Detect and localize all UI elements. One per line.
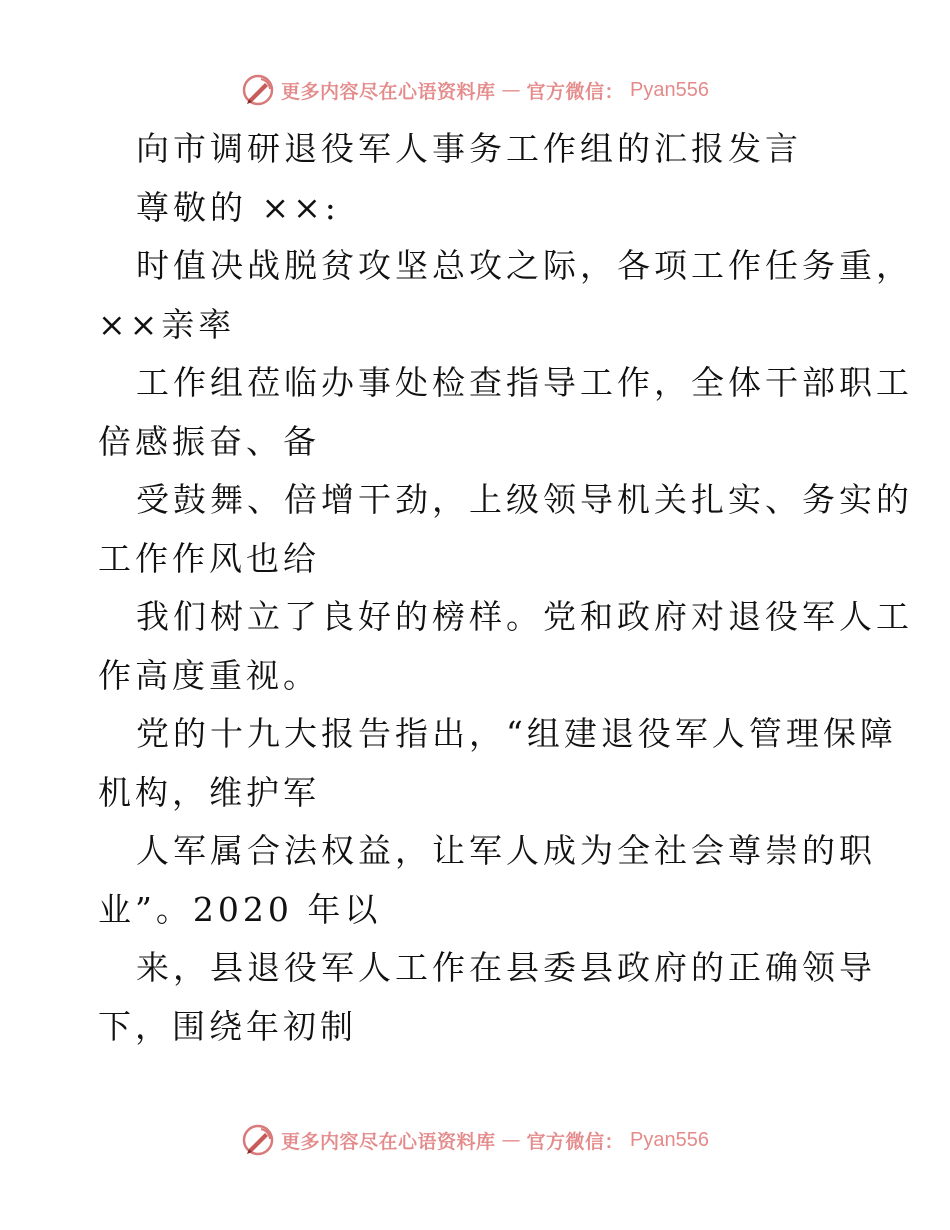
- salutation: 尊敬的 ××:: [136, 187, 340, 227]
- watermark-wechat-id: Pyan556: [630, 1128, 709, 1151]
- paragraph-line: 受鼓舞、倍增干劲，上级领导机关扎实、务实的: [136, 480, 913, 519]
- paragraph-line: 业”。2020 年以: [98, 889, 382, 929]
- document-title: 向市调研退役军人事务工作组的汇报发言: [136, 129, 802, 168]
- watermark-label: 官方微信：: [526, 80, 625, 103]
- paragraph-line: 机构，维护军: [98, 772, 320, 812]
- watermark-separator: —: [501, 79, 521, 101]
- watermark-label: 官方微信：: [526, 1130, 625, 1153]
- paragraph-line: 人军属合法权益，让军人成为全社会尊崇的职: [136, 831, 876, 870]
- paragraph-line: 作高度重视。: [98, 655, 320, 695]
- watermark-wechat-id: Pyan556: [630, 78, 709, 101]
- watermark-footer: [0, 1120, 950, 1160]
- paragraph-line: 倍感振奋、备: [98, 421, 320, 461]
- pen-logo-icon: [241, 73, 275, 107]
- paragraph-line: 工作作风也给: [98, 538, 320, 578]
- watermark-text: 更多内容尽在心语资料库: [281, 80, 496, 103]
- pen-logo-icon: [241, 1123, 275, 1157]
- watermark-separator: —: [501, 1129, 521, 1151]
- paragraph-line: 我们树立了良好的榜样。党和政府对退役军人工: [136, 597, 913, 636]
- paragraph-line: 工作组莅临办事处检查指导工作，全体干部职工: [136, 363, 913, 402]
- paragraph-line: 下，围绕年初制: [98, 1006, 357, 1046]
- paragraph-line: ××亲率: [98, 304, 236, 344]
- watermark-text: 更多内容尽在心语资料库: [281, 1130, 496, 1153]
- watermark-header: [0, 70, 950, 110]
- paragraph-line: 时值决战脱贫攻坚总攻之际，各项工作任务重，: [136, 246, 913, 285]
- paragraph-line: 来，县退役军人工作在县委县政府的正确领导: [136, 948, 876, 987]
- paragraph-line: 党的十九大报告指出，“组建退役军人管理保障: [136, 714, 897, 753]
- document-body: [98, 120, 913, 1056]
